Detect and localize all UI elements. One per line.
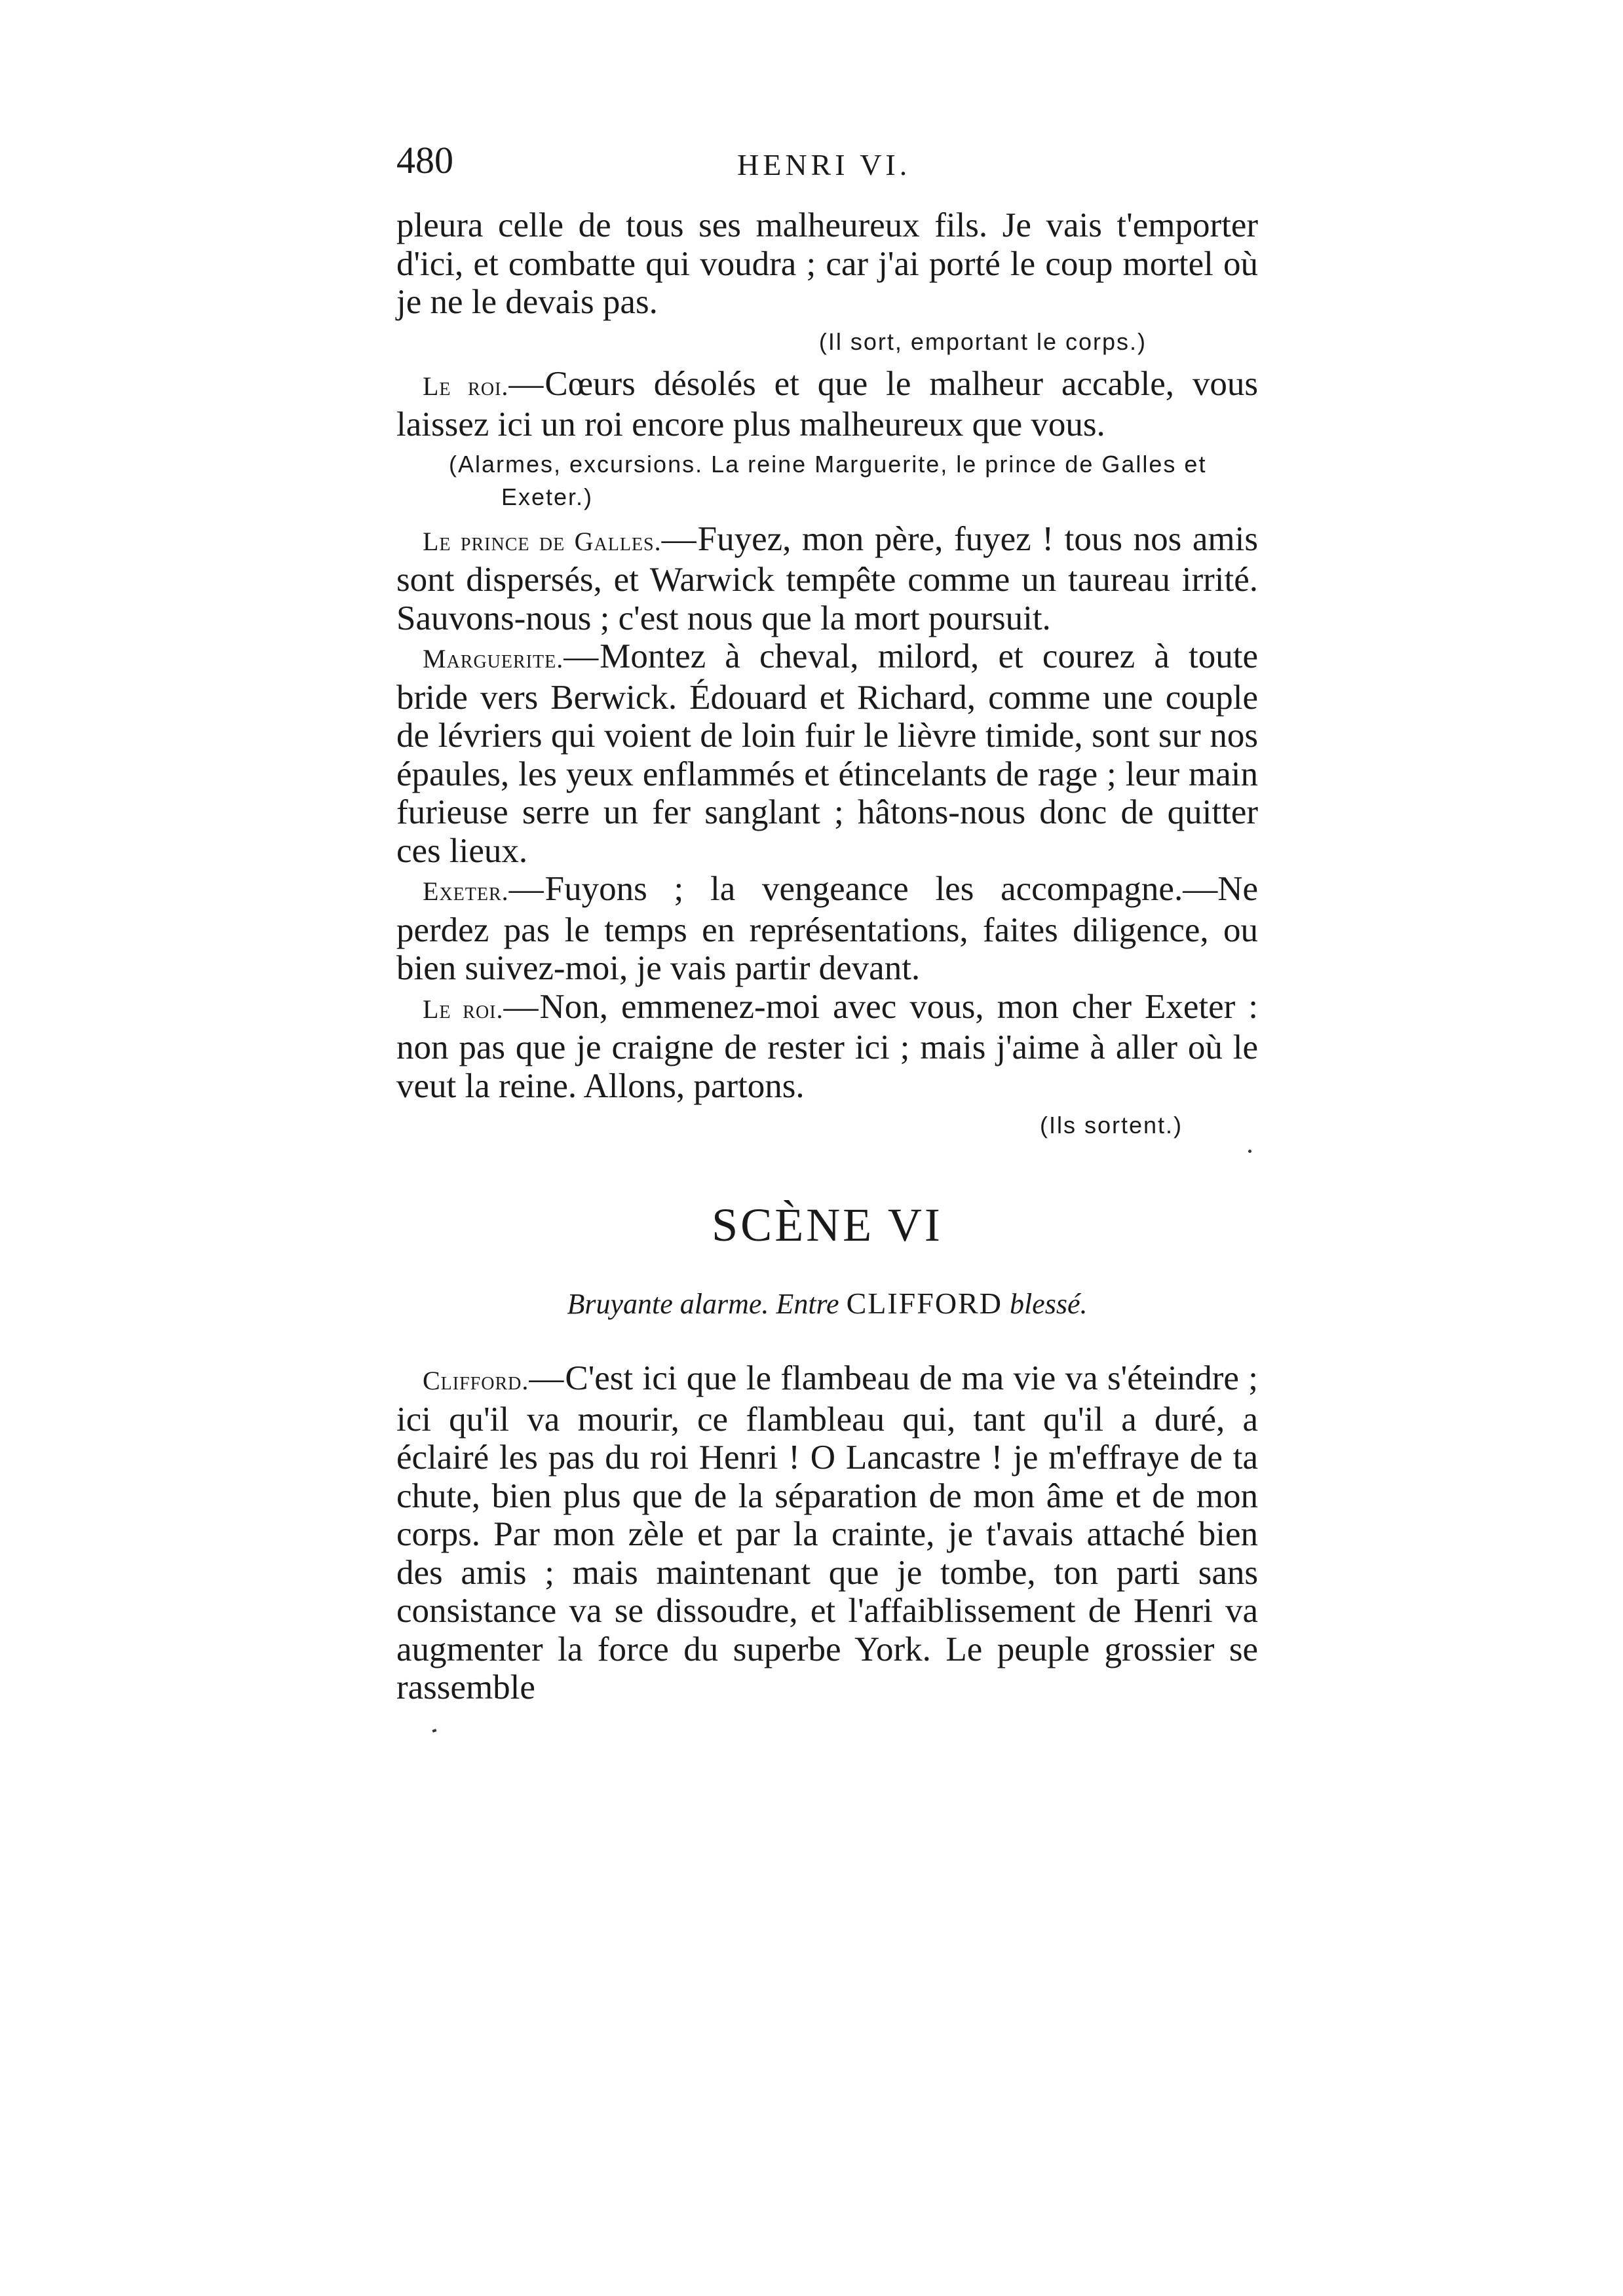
- speech-text: C'est ici que le flambeau de ma vie va s'éteindre ; ici qu'il va mourir, ce flambleau qui, tant qu'il a duré, a éclairé les pas du roi Henri ! O Lancastre ! je m'effraye de ta chute, bien plus que de la séparation de mon âme et de mon corps. Par mon zèle et par la crainte, je t'avais attaché bien des amis ; mais maintenant que je tombe, ton parti sans consistance va se dissoudre, et l'affaiblissement de Henri va augmenter la force du superbe York. Le peuple grossier se rassemble: [396, 1359, 1258, 1706]
- stage-direction: (Il sort, emportant le corps.): [818, 328, 1147, 355]
- page-number: 480: [396, 139, 453, 181]
- scene-direction-text: blessé.: [1009, 1288, 1088, 1320]
- speech-text: Non, emmenez-moi avec vous, mon cher Exeter : non pas que je craigne de rester ici ; mais j'aime à aller où le veut la reine. Allons, partons.: [396, 987, 1258, 1105]
- page-header: [396, 134, 1261, 193]
- speech-text: Fuyons ; la vengeance les accompagne.—Ne perdez pas le temps en représentations, faites diligence, ou bien suivez-moi, je vais partir devant.: [396, 870, 1258, 987]
- speaker-name: Le prince de Galles.: [423, 526, 662, 556]
- scene-direction-text: Bruyante alarme. Entre: [567, 1288, 839, 1320]
- scene-stage-direction: [396, 1284, 1258, 1324]
- stage-direction: (Alarmes, excursions. La reine Marguerite, le prince de Galles et Exeter.): [449, 450, 1207, 510]
- speech-text: Cœurs désolés et que le malheur accable, vous laissez ici un roi encore plus malheureux que vous.: [396, 364, 1258, 443]
- speaker-name: Exeter.: [423, 876, 509, 906]
- stage-direction: (Ils sortent.): [1039, 1112, 1183, 1139]
- speaker-name: Le roi.: [423, 994, 504, 1024]
- speech-clifford: Clifford.—C'est ici que le flambeau de ma vie va s'éteindre ; ici qu'il va mourir, ce flambleau qui, tant qu'il a duré, a éclairé les pas du roi Henri ! O Lancastre ! je m'effraye de ta chute, bien plus que de la séparation de mon âme et de mon corps. Par mon zèle et par la crainte, je t'avais attaché bien des amis ; mais maintenant que je tombe, ton parti sans consistance va se dissoudre, et l'affaiblissement de Henri va augmenter la force du superbe York. Le peuple grossier se rassemble: [396, 1359, 1258, 1706]
- running-title: HENRI VI.: [737, 148, 911, 181]
- text-block-top: [396, 206, 1258, 1148]
- speech-marguerite: Marguerite.—Montez à cheval, milord, et courez à toute bride vers Berwick. Édouard et Richard, comme une couple de lévriers qui voient de loin fuir le lièvre timide, sont sur nos épaules, les yeux enflammés et étincelants de rage ; leur main furieuse serre un fer sanglant ; hâtons-nous donc de quitter ces lieux.: [396, 637, 1258, 870]
- scene-title: SCÈNE VI: [712, 1199, 943, 1251]
- text-block-bottom: [396, 1359, 1258, 1707]
- speech-text: Montez à cheval, milord, et courez à toute bride vers Berwick. Édouard et Richard, comme une couple de lévriers qui voient de loin fuir le lièvre timide, sont sur nos épaules, les yeux enflammés et étincelants de rage ; leur main furieuse serre un fer sanglant ; hâtons-nous donc de quitter ces lieux.: [396, 637, 1258, 870]
- speaker-name: Marguerite.: [423, 644, 564, 673]
- speech-le-roi: Le roi.—Non, emmenez-moi avec vous, mon cher Exeter : non pas que je craigne de rester ici ; mais j'aime à aller où le veut la reine. Allons, partons.: [396, 987, 1258, 1105]
- speech-le-roi: Le roi.—Cœurs désolés et que le malheur accable, vous laissez ici un roi encore plus malheureux que vous.: [396, 364, 1258, 443]
- paragraph-continuation: pleura celle de tous ses malheureux fils. Je vais t'emporter d'ici, et combatte qui voudra ; car j'ai porté le coup mortel où je ne le devais pas.: [396, 206, 1258, 321]
- speech-prince-de-galles: Le prince de Galles.—Fuyez, mon père, fuyez ! tous nos amis sont dispersés, et Warwick tempête comme un taureau irrité. Sauvons-nous ; c'est nous que la mort poursuit.: [396, 519, 1258, 637]
- speech-exeter: Exeter.—Fuyons ; la vengeance les accompagne.—Ne perdez pas le temps en représentations, faites diligence, ou bien suivez-moi, je vais partir devant.: [396, 870, 1258, 987]
- scene-character: CLIFFORD: [846, 1287, 1002, 1320]
- print-speck: [432, 1729, 436, 1733]
- speaker-name: Clifford.: [423, 1366, 529, 1395]
- speaker-name: Le roi.: [423, 371, 509, 401]
- speech-text: Fuyez, mon père, fuyez ! tous nos amis sont dispersés, et Warwick tempête comme un taureau irrité. Sauvons-nous ; c'est nous que la mort poursuit.: [396, 519, 1258, 637]
- print-speck: [1248, 1150, 1251, 1153]
